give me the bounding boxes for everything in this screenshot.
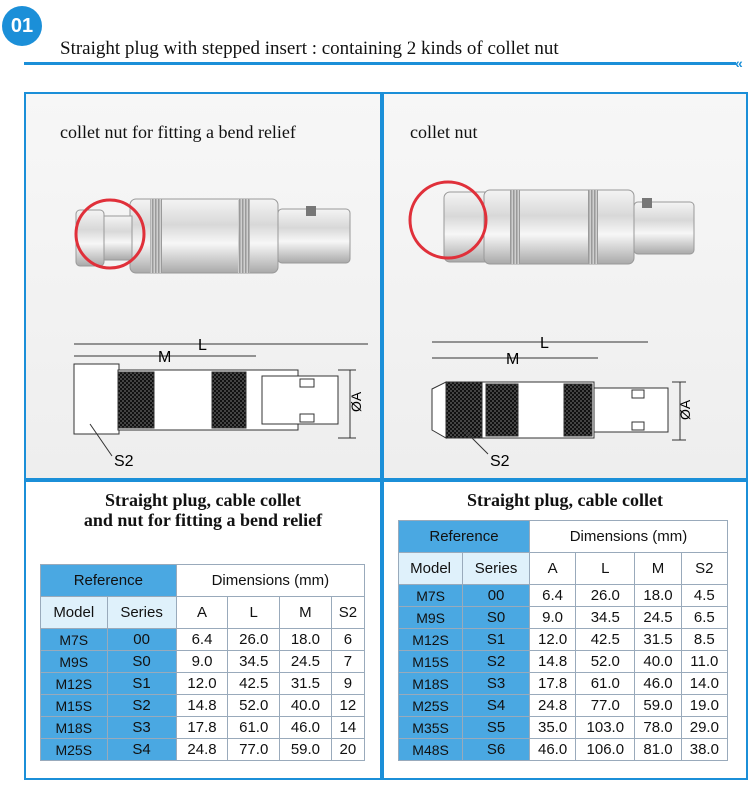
series-cell: S1 (463, 629, 530, 651)
model-cell: M9S (41, 651, 108, 673)
value-cell: 29.0 (681, 717, 727, 739)
dim-label-l: L (540, 335, 549, 352)
col-s2: S2 (331, 597, 364, 629)
series-cell: S5 (463, 717, 530, 739)
section-badge: 01 (2, 6, 42, 46)
value-cell: 81.0 (635, 739, 681, 761)
value-cell: 14 (331, 717, 364, 739)
value-cell: 46.0 (635, 673, 681, 695)
double-chevron-icon: « (735, 55, 743, 71)
value-cell: 9 (331, 673, 364, 695)
value-cell: 6.4 (529, 585, 575, 607)
col-m: M (280, 597, 332, 629)
table-row (399, 629, 728, 651)
value-cell: 8.5 (681, 629, 727, 651)
dim-label-s2: S2 (114, 453, 134, 470)
right-product-panel (382, 92, 748, 480)
series-cell: S1 (107, 673, 176, 695)
col-m: M (635, 553, 681, 585)
reference-header: Reference (399, 521, 530, 553)
table-row (399, 695, 728, 717)
table-row (41, 739, 365, 761)
value-cell: 59.0 (635, 695, 681, 717)
value-cell: 61.0 (228, 717, 280, 739)
left-table-panel (24, 480, 382, 780)
model-cell: M25S (41, 739, 108, 761)
value-cell: 14.8 (529, 651, 575, 673)
value-cell: 34.5 (228, 651, 280, 673)
value-cell: 9.0 (529, 607, 575, 629)
value-cell: 20 (331, 739, 364, 761)
page-title: Straight plug with stepped insert : containing 2 kinds of collet nut (60, 38, 559, 59)
value-cell: 24.8 (529, 695, 575, 717)
model-cell: M35S (399, 717, 463, 739)
model-cell: M15S (399, 651, 463, 673)
table-row (399, 717, 728, 739)
model-cell: M18S (399, 673, 463, 695)
value-cell: 52.0 (576, 651, 635, 673)
value-cell: 14.8 (176, 695, 228, 717)
series-cell: S3 (463, 673, 530, 695)
table-row (41, 695, 365, 717)
value-cell: 24.5 (280, 651, 332, 673)
value-cell: 42.5 (228, 673, 280, 695)
value-cell: 24.5 (635, 607, 681, 629)
value-cell: 46.0 (529, 739, 575, 761)
dim-label-l: L (198, 337, 207, 354)
value-cell: 24.8 (176, 739, 228, 761)
series-cell: S0 (463, 607, 530, 629)
right-panel-caption: collet nut (410, 122, 478, 142)
model-cell: M12S (399, 629, 463, 651)
value-cell: 11.0 (681, 651, 727, 673)
table-row (41, 717, 365, 739)
table-row (399, 585, 728, 607)
value-cell: 42.5 (576, 629, 635, 651)
value-cell: 12.0 (529, 629, 575, 651)
series-cell: S6 (463, 739, 530, 761)
value-cell: 7 (331, 651, 364, 673)
series-cell: 00 (463, 585, 530, 607)
table-row (41, 629, 365, 651)
right-table-panel (382, 480, 748, 780)
dimensions-header: Dimensions (mm) (176, 565, 364, 597)
value-cell: 52.0 (228, 695, 280, 717)
left-connector-photo (26, 94, 382, 480)
right-dimensions-table (398, 520, 728, 761)
col-l: L (576, 553, 635, 585)
value-cell: 19.0 (681, 695, 727, 717)
model-cell: M15S (41, 695, 108, 717)
dim-label-m: M (506, 351, 520, 368)
value-cell: 17.8 (529, 673, 575, 695)
value-cell: 35.0 (529, 717, 575, 739)
right-table-title: Straight plug, cable collet (467, 490, 663, 510)
series-cell: S0 (107, 651, 176, 673)
table-row (399, 673, 728, 695)
value-cell: 77.0 (576, 695, 635, 717)
col-a: A (529, 553, 575, 585)
table-row (399, 739, 728, 761)
value-cell: 6 (331, 629, 364, 651)
value-cell: 9.0 (176, 651, 228, 673)
model-cell: M25S (399, 695, 463, 717)
left-dimensions-table (40, 564, 365, 761)
table-row (399, 607, 728, 629)
dim-label-m: M (158, 349, 172, 366)
dim-label-a: ØA (677, 399, 693, 420)
dimensions-header: Dimensions (mm) (529, 521, 727, 553)
value-cell: 18.0 (280, 629, 332, 651)
value-cell: 59.0 (280, 739, 332, 761)
value-cell: 18.0 (635, 585, 681, 607)
value-cell: 14.0 (681, 673, 727, 695)
table-row (41, 651, 365, 673)
value-cell: 12 (331, 695, 364, 717)
value-cell: 26.0 (228, 629, 280, 651)
series-cell: 00 (107, 629, 176, 651)
value-cell: 6.4 (176, 629, 228, 651)
model-cell: M48S (399, 739, 463, 761)
value-cell: 40.0 (635, 651, 681, 673)
model-cell: M12S (41, 673, 108, 695)
value-cell: 31.5 (280, 673, 332, 695)
series-cell: S2 (107, 695, 176, 717)
table-row (41, 673, 365, 695)
model-cell: M7S (399, 585, 463, 607)
model-cell: M9S (399, 607, 463, 629)
series-cell: S4 (463, 695, 530, 717)
series-cell: S3 (107, 717, 176, 739)
value-cell: 17.8 (176, 717, 228, 739)
reference-header: Reference (41, 565, 177, 597)
value-cell: 78.0 (635, 717, 681, 739)
table-row (399, 651, 728, 673)
left-table-title: Straight plug, cable collet and nut for fitting a bend relief (83, 490, 323, 530)
col-s2: S2 (681, 553, 727, 585)
series-cell: S2 (463, 651, 530, 673)
value-cell: 38.0 (681, 739, 727, 761)
value-cell: 12.0 (176, 673, 228, 695)
col-a: A (176, 597, 228, 629)
right-connector-photo (384, 94, 748, 480)
header-divider (24, 62, 736, 65)
value-cell: 77.0 (228, 739, 280, 761)
series-cell: S4 (107, 739, 176, 761)
value-cell: 31.5 (635, 629, 681, 651)
model-cell: M7S (41, 629, 108, 651)
value-cell: 6.5 (681, 607, 727, 629)
value-cell: 103.0 (576, 717, 635, 739)
value-cell: 34.5 (576, 607, 635, 629)
value-cell: 40.0 (280, 695, 332, 717)
col-model: Model (399, 553, 463, 585)
value-cell: 61.0 (576, 673, 635, 695)
value-cell: 46.0 (280, 717, 332, 739)
dim-label-a: ØA (348, 391, 364, 412)
value-cell: 26.0 (576, 585, 635, 607)
model-cell: M18S (41, 717, 108, 739)
col-series: Series (463, 553, 530, 585)
left-product-panel (24, 92, 382, 480)
value-cell: 4.5 (681, 585, 727, 607)
left-panel-caption: collet nut for fitting a bend relief (60, 122, 296, 142)
col-model: Model (41, 597, 108, 629)
dim-label-s2: S2 (490, 453, 510, 470)
col-series: Series (107, 597, 176, 629)
col-l: L (228, 597, 280, 629)
value-cell: 106.0 (576, 739, 635, 761)
